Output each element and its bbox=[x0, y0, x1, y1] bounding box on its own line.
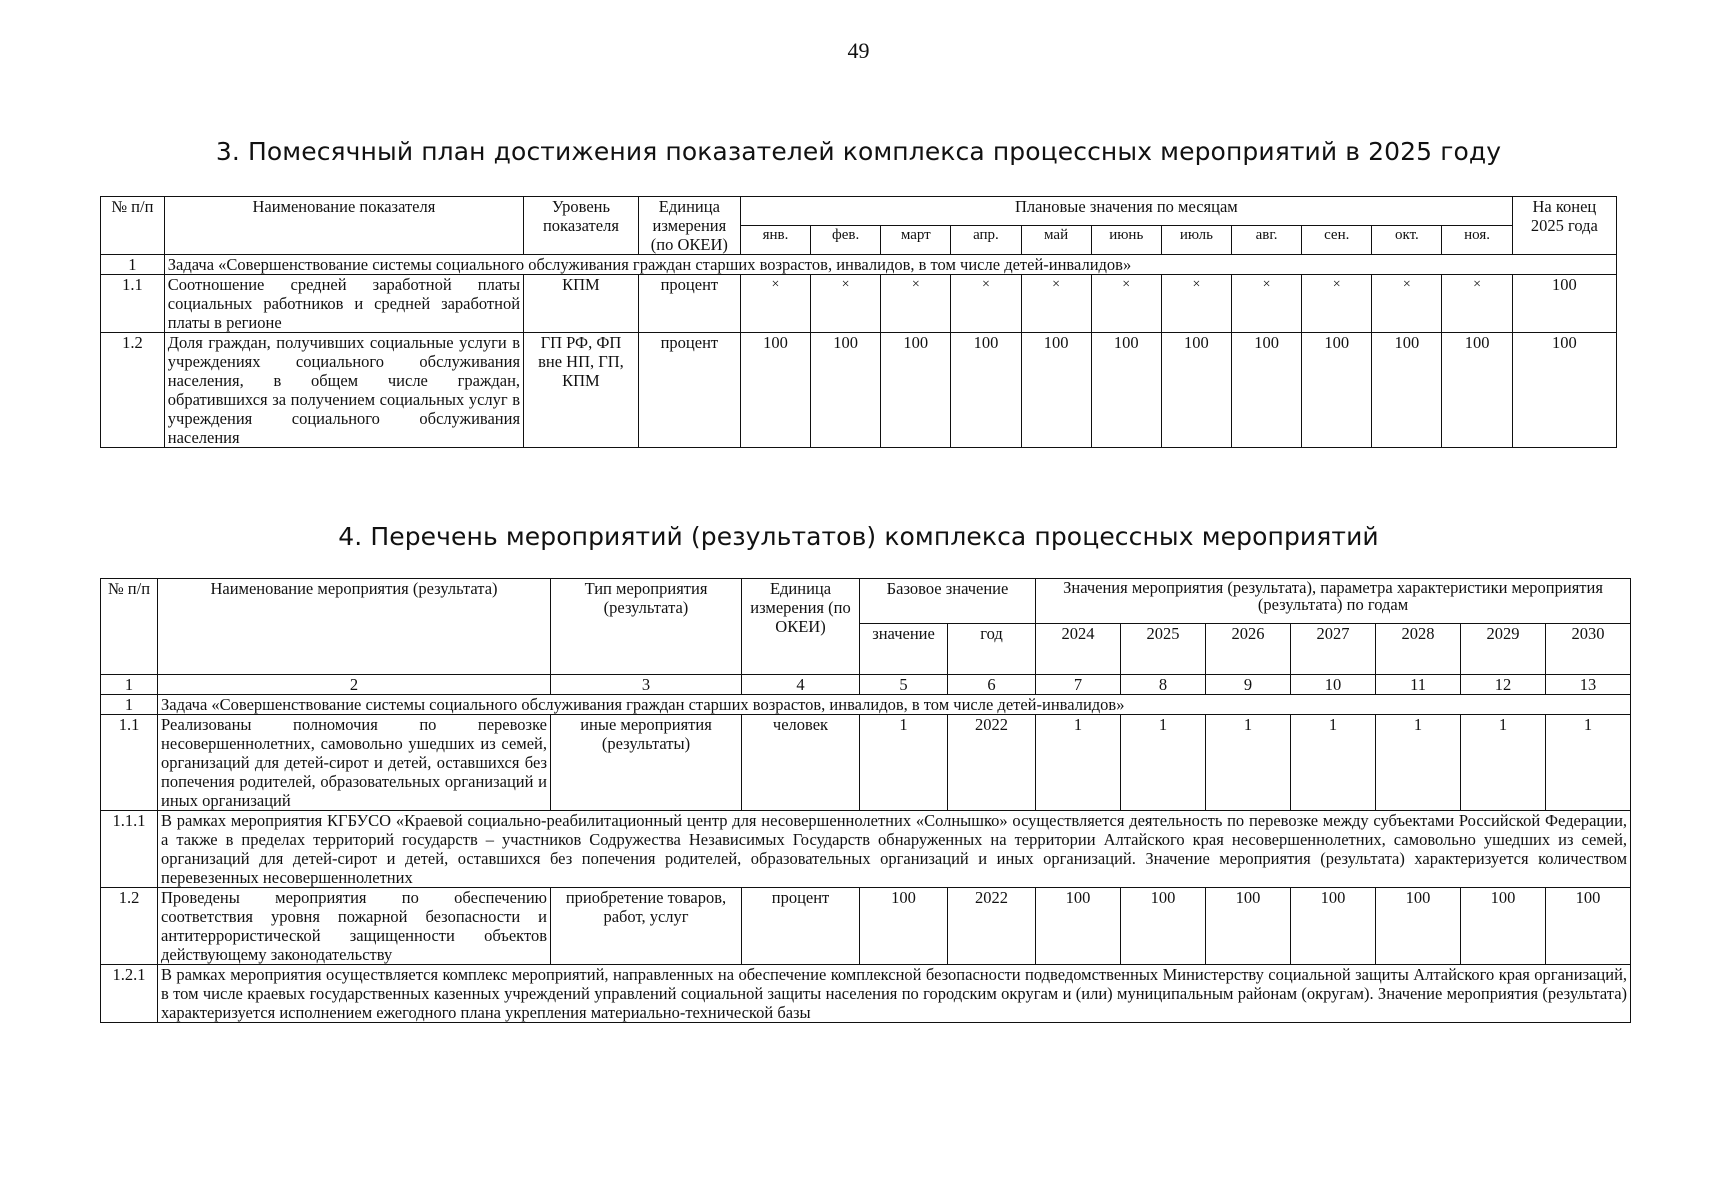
table4-header-row bbox=[101, 579, 1631, 624]
task-text: Задача «Совершенствование системы социального обслуживания граждан старших возрастов, инвалидов, в том числе детей-инвалидов» bbox=[158, 695, 1631, 715]
column-number: 13 bbox=[1546, 675, 1631, 695]
col-unit-header: Единица измерения (по ОКЕИ) bbox=[742, 579, 860, 675]
task-text: Задача «Совершенствование системы социального обслуживания граждан старших возрастов, инвалидов, в том числе детей-инвалидов» bbox=[164, 255, 1616, 275]
month-value: × bbox=[1021, 275, 1091, 333]
month-value: 100 bbox=[881, 333, 951, 448]
col-level-header: Уровень показателя bbox=[524, 197, 639, 255]
month-header: апр. bbox=[951, 226, 1021, 255]
column-number: 1 bbox=[101, 675, 158, 695]
year-header: 2028 bbox=[1376, 624, 1461, 675]
col-num-header: № п/п bbox=[101, 197, 165, 255]
month-value: × bbox=[1302, 275, 1372, 333]
month-value: 100 bbox=[740, 333, 810, 448]
measure-type: иные мероприятия (результаты) bbox=[551, 715, 742, 811]
col-end-header: На конец 2025 года bbox=[1512, 197, 1616, 255]
base-year-subheader: год bbox=[948, 624, 1036, 675]
month-header: июнь bbox=[1091, 226, 1161, 255]
base-value-subheader: значение bbox=[860, 624, 948, 675]
section-4-title: 4. Перечень мероприятий (результатов) комплекса процессных мероприятий bbox=[338, 522, 1379, 551]
measure-type: приобретение товаров, работ, услуг bbox=[551, 888, 742, 965]
column-number: 8 bbox=[1121, 675, 1206, 695]
table-row bbox=[101, 888, 1631, 965]
base-value-header: Базовое значение bbox=[860, 579, 1036, 624]
column-number: 5 bbox=[860, 675, 948, 695]
table-row bbox=[101, 715, 1631, 811]
month-header: авг. bbox=[1231, 226, 1301, 255]
month-header: янв. bbox=[740, 226, 810, 255]
month-value: × bbox=[881, 275, 951, 333]
row-num: 1.2 bbox=[101, 888, 158, 965]
column-number: 9 bbox=[1206, 675, 1291, 695]
column-number: 7 bbox=[1036, 675, 1121, 695]
indicator-name: Доля граждан, получивших социальные услуги в учреждениях социального обслуживания населения, в общем числе граждан, обратившихся за получением социальных услуг в учреждения социального обслуживания населения bbox=[164, 333, 523, 448]
base-year: 2022 bbox=[948, 715, 1036, 811]
year-value: 1 bbox=[1206, 715, 1291, 811]
year-value: 100 bbox=[1291, 888, 1376, 965]
month-value: × bbox=[951, 275, 1021, 333]
month-value: 100 bbox=[1302, 333, 1372, 448]
row-num: 1.2 bbox=[101, 333, 165, 448]
yearly-values-header: Значения мероприятия (результата), параметра характеристики мероприятия (результата) по годам bbox=[1036, 579, 1631, 624]
indicator-name: Соотношение средней заработной платы социальных работников и средней заработной платы в регионе bbox=[164, 275, 523, 333]
indicator-unit: процент bbox=[638, 275, 740, 333]
year-value: 1 bbox=[1121, 715, 1206, 811]
year-header: 2030 bbox=[1546, 624, 1631, 675]
measure-description: В рамках мероприятия осуществляется комплекс мероприятий, направленных на обеспечение комплексной безопасности подведомственных Министерству социальной защиты Алтайского края организаций, в том числе краевых государственных казенных учреждений управлений социальной защиты населения по городским округам и (или) муниципальным районам (округам). Значение мероприятия (результата) характеризуется исполнением ежегодного плана укрепления материально-технической базы bbox=[158, 965, 1631, 1023]
column-number: 4 bbox=[742, 675, 860, 695]
year-value: 100 bbox=[1546, 888, 1631, 965]
page-number: 49 bbox=[847, 38, 870, 63]
end-value: 100 bbox=[1512, 275, 1616, 333]
month-header: окт. bbox=[1372, 226, 1442, 255]
year-header: 2029 bbox=[1461, 624, 1546, 675]
base-value: 100 bbox=[860, 888, 948, 965]
year-value: 100 bbox=[1121, 888, 1206, 965]
row-num: 1.1.1 bbox=[101, 811, 158, 888]
row-num: 1.1 bbox=[101, 275, 165, 333]
year-value: 100 bbox=[1376, 888, 1461, 965]
indicator-level: КПМ bbox=[524, 275, 639, 333]
month-value: 100 bbox=[1372, 333, 1442, 448]
table3-task-row bbox=[101, 255, 1617, 275]
monthly-plan-table bbox=[100, 196, 1617, 448]
col-name-header: Наименование показателя bbox=[164, 197, 523, 255]
month-value: × bbox=[1161, 275, 1231, 333]
month-value: × bbox=[1231, 275, 1301, 333]
month-value: 100 bbox=[951, 333, 1021, 448]
year-value: 1 bbox=[1376, 715, 1461, 811]
task-num: 1 bbox=[101, 255, 165, 275]
task-num: 1 bbox=[101, 695, 158, 715]
column-number: 12 bbox=[1461, 675, 1546, 695]
measures-table bbox=[100, 578, 1631, 1023]
measure-name: Проведены мероприятия по обеспечению соответствия уровня пожарной безопасности и антитеррористической защищенности объектов действующему законодательству bbox=[158, 888, 551, 965]
month-header: июль bbox=[1161, 226, 1231, 255]
month-header: март bbox=[881, 226, 951, 255]
month-value: 100 bbox=[1021, 333, 1091, 448]
year-header: 2025 bbox=[1121, 624, 1206, 675]
month-header: сен. bbox=[1302, 226, 1372, 255]
row-num: 1.1 bbox=[101, 715, 158, 811]
col-type-header: Тип мероприятия (результата) bbox=[551, 579, 742, 675]
year-header: 2027 bbox=[1291, 624, 1376, 675]
year-header: 2024 bbox=[1036, 624, 1121, 675]
column-numbers-row bbox=[101, 675, 1631, 695]
column-number: 2 bbox=[158, 675, 551, 695]
year-value: 100 bbox=[1206, 888, 1291, 965]
month-value: 100 bbox=[1161, 333, 1231, 448]
month-value: 100 bbox=[1231, 333, 1301, 448]
measure-description: В рамках мероприятия КГБУСО «Краевой социально-реабилитационный центр для несовершеннолетних «Солнышко» осуществляется деятельность по перевозке между субъектами Российской Федерации, а также в пределах территорий государств – участников Содружества Независимых Государств обнаруженных на территории Алтайского края несовершеннолетних, самовольно ушедших из семей, организаций для детей-сирот и детей, оставшихся без попечения родителей, образовательных организаций и иных организаций. Значение мероприятия (результата) характеризуется количеством перевезенных несовершеннолетних bbox=[158, 811, 1631, 888]
end-value: 100 bbox=[1512, 333, 1616, 448]
row-num: 1.2.1 bbox=[101, 965, 158, 1023]
month-value: 100 bbox=[811, 333, 881, 448]
table-row bbox=[101, 965, 1631, 1023]
table4-task-row bbox=[101, 695, 1631, 715]
month-header: май bbox=[1021, 226, 1091, 255]
column-number: 11 bbox=[1376, 675, 1461, 695]
month-value: × bbox=[1091, 275, 1161, 333]
year-value: 100 bbox=[1036, 888, 1121, 965]
col-name-header: Наименование мероприятия (результата) bbox=[158, 579, 551, 675]
month-value: × bbox=[1372, 275, 1442, 333]
section-3-title: 3. Помесячный план достижения показателей комплекса процессных мероприятий в 2025 году bbox=[215, 137, 1502, 166]
measure-name: Реализованы полномочия по перевозке несовершеннолетних, самовольно ушедших из семей, организаций для детей-сирот и детей, оставшихся без попечения родителей, образовательных организаций и иных организаций bbox=[158, 715, 551, 811]
year-value: 1 bbox=[1461, 715, 1546, 811]
column-number: 6 bbox=[948, 675, 1036, 695]
month-value: 100 bbox=[1091, 333, 1161, 448]
col-unit-header: Единица измерения (по ОКЕИ) bbox=[638, 197, 740, 255]
indicator-unit: процент bbox=[638, 333, 740, 448]
measure-unit: человек bbox=[742, 715, 860, 811]
column-number: 3 bbox=[551, 675, 742, 695]
month-header: ноя. bbox=[1442, 226, 1512, 255]
year-value: 100 bbox=[1461, 888, 1546, 965]
table3-header-row bbox=[101, 197, 1617, 226]
month-value: × bbox=[740, 275, 810, 333]
month-header: фев. bbox=[811, 226, 881, 255]
month-value: × bbox=[811, 275, 881, 333]
measure-unit: процент bbox=[742, 888, 860, 965]
year-value: 1 bbox=[1546, 715, 1631, 811]
base-value: 1 bbox=[860, 715, 948, 811]
base-year: 2022 bbox=[948, 888, 1036, 965]
month-value: × bbox=[1442, 275, 1512, 333]
table-row bbox=[101, 333, 1617, 448]
column-number: 10 bbox=[1291, 675, 1376, 695]
indicator-level: ГП РФ, ФП вне НП, ГП, КПМ bbox=[524, 333, 639, 448]
year-value: 1 bbox=[1291, 715, 1376, 811]
table-row bbox=[101, 275, 1617, 333]
planned-values-header: Плановые значения по месяцам bbox=[740, 197, 1512, 226]
month-value: 100 bbox=[1442, 333, 1512, 448]
table-row bbox=[101, 811, 1631, 888]
year-header: 2026 bbox=[1206, 624, 1291, 675]
col-num-header: № п/п bbox=[101, 579, 158, 675]
year-value: 1 bbox=[1036, 715, 1121, 811]
